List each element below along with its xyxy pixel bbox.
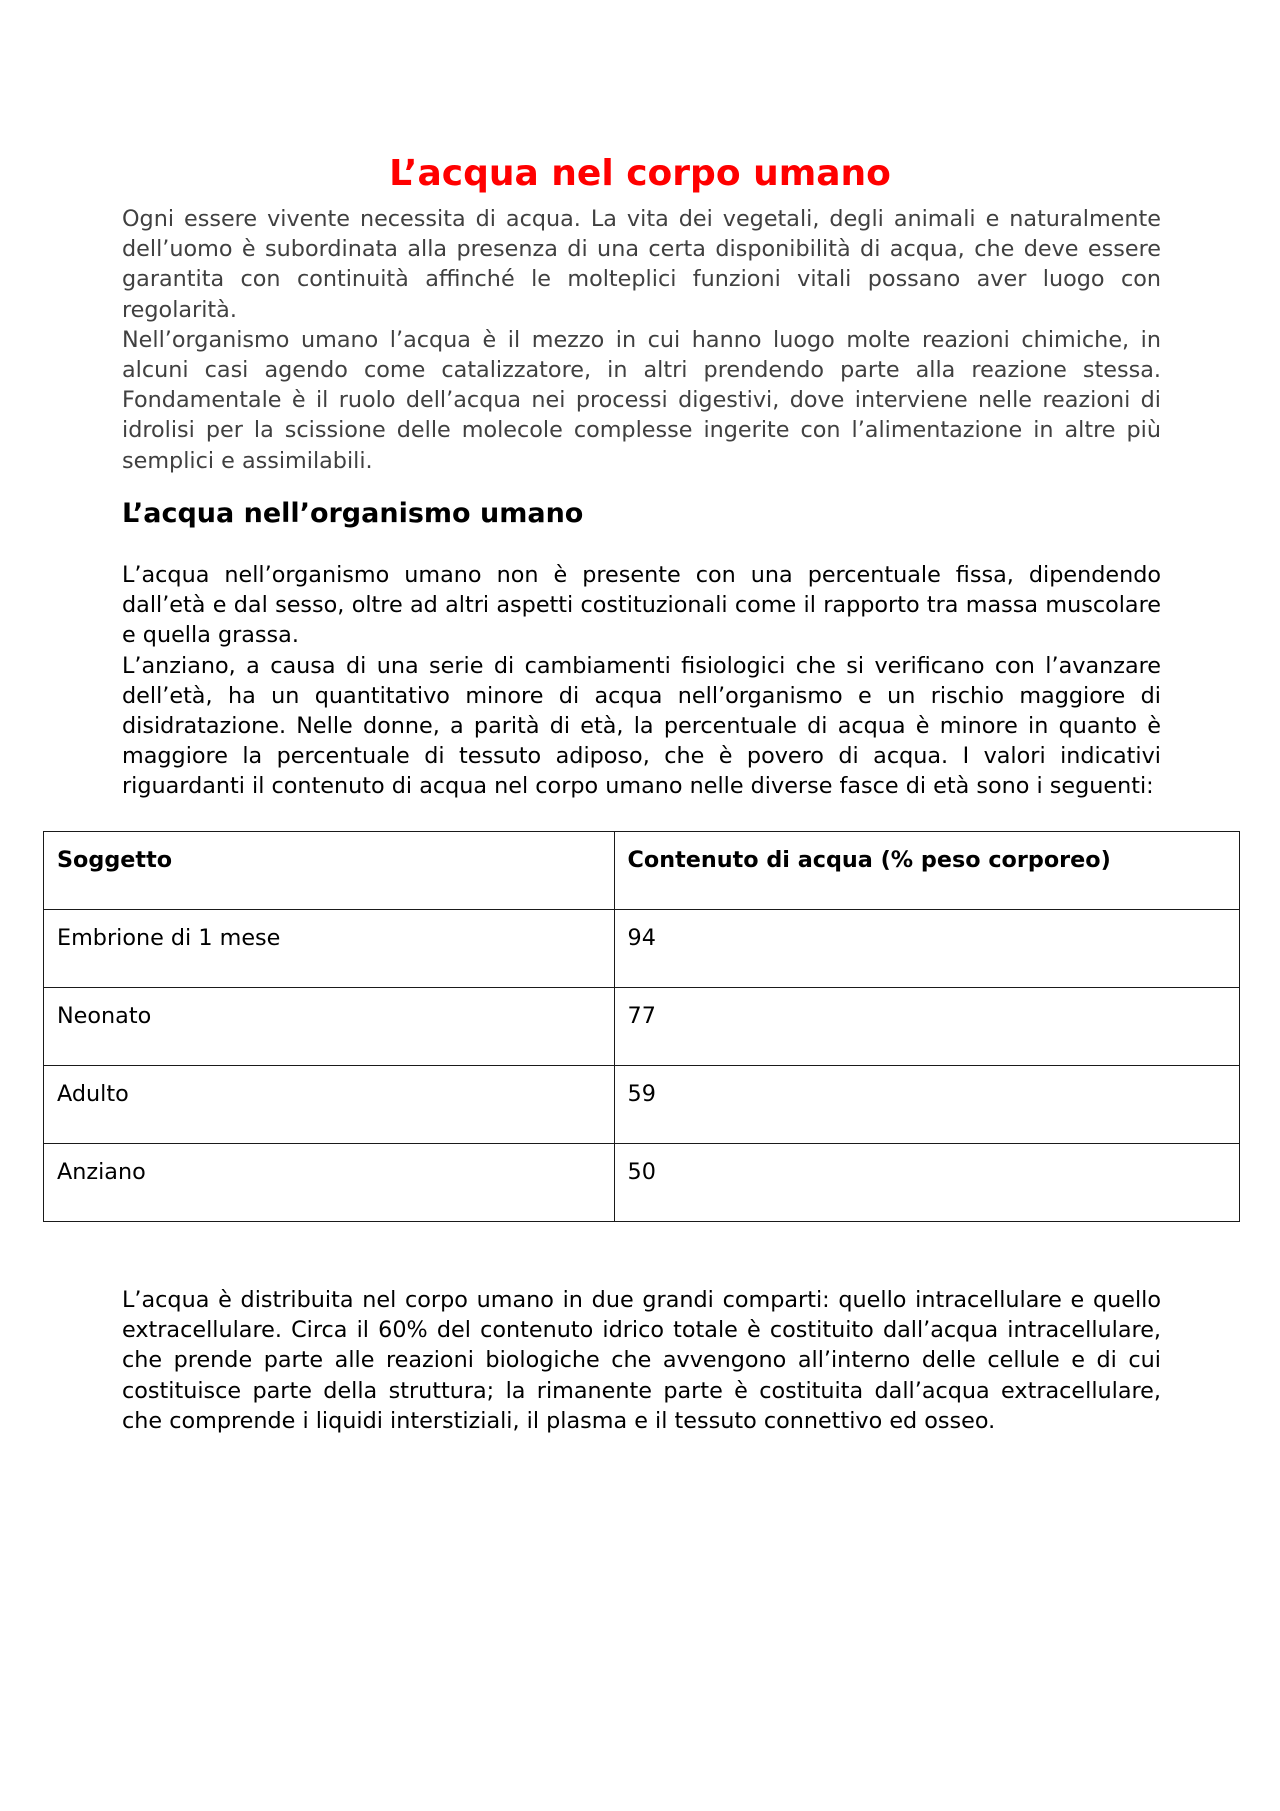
section-paragraph: L’acqua nell’organismo umano non è presente con una percentuale fissa, dipendendo dall’età e dal sesso, oltre ad altri aspetti costituzionali come il rapporto tra massa muscolare e quella grassa. xyxy=(122,562,1161,649)
cell-subject: Neonato xyxy=(44,988,615,1066)
column-header-water-content: Contenuto di acqua (% peso corporeo) xyxy=(614,832,1239,910)
table-row xyxy=(44,1144,1240,1222)
intro-paragraph: Ogni essere vivente necessita di acqua. La vita dei vegetali, degli animali e naturalmente dell’uomo è subordinata alla presenza di una certa disponibilità di acqua, che deve essere garantita con continuità affinché le molteplici funzioni vitali possano aver luogo con regolarità. xyxy=(122,206,1161,323)
cell-value: 94 xyxy=(614,910,1239,988)
cell-subject: Anziano xyxy=(44,1144,615,1222)
final-text xyxy=(122,1285,1161,1436)
cell-value: 59 xyxy=(614,1066,1239,1144)
column-header-subject: Soggetto xyxy=(44,832,615,910)
cell-subject: Adulto xyxy=(44,1066,615,1144)
intro-text xyxy=(122,204,1161,476)
cell-subject: Embrione di 1 mese xyxy=(44,910,615,988)
document-title: L’acqua nel corpo umano xyxy=(389,153,891,194)
table-row xyxy=(44,910,1240,988)
cell-value: 50 xyxy=(614,1144,1239,1222)
section-paragraph: L’anziano, a causa di una serie di cambiamenti fisiologici che si verificano con l’avanzare dell’età, ha un quantitativo minore di acqua nell’organismo e un rischio maggiore di disidratazione. Nelle donne, a parità di età, la percentuale di acqua è minore in quanto è maggiore la percentuale di tessuto adiposo, che è povero di acqua. I valori indicativi riguardanti il contenuto di acqua nel corpo umano nelle diverse fasce di età sono i seguenti: xyxy=(122,652,1161,800)
final-paragraph: L’acqua è distribuita nel corpo umano in due grandi comparti: quello intracellulare e quello extracellulare. Circa il 60% del contenuto idrico totale è costituito dall’acqua intracellulare, che prende parte alle reazioni biologiche che avvengono all’interno delle cellule e di cui costituisce parte della struttura; la rimanente parte è costituita dall’acqua extracellulare, che comprende i liquidi interstiziali, il plasma e il tessuto connettivo ed osseo. xyxy=(122,1287,1161,1434)
water-content-table xyxy=(43,831,1240,1222)
table-header-row xyxy=(44,832,1240,910)
table-row xyxy=(44,988,1240,1066)
cell-value: 77 xyxy=(614,988,1239,1066)
table-row xyxy=(44,1066,1240,1144)
intro-paragraph: Nell’organismo umano l’acqua è il mezzo in cui hanno luogo molte reazioni chimiche, in alcuni casi agendo come catalizzatore, in altri prendendo parte alla reazione stessa. Fondamentale è il ruolo dell’acqua nei processi digestivi, dove interviene nelle reazioni di idrolisi per la scissione delle molecole complesse ingerite con l’alimentazione in altre più semplici e assimilabili. xyxy=(122,326,1161,474)
section-heading: L’acqua nell’organismo umano xyxy=(122,498,584,529)
section-text xyxy=(122,560,1161,802)
